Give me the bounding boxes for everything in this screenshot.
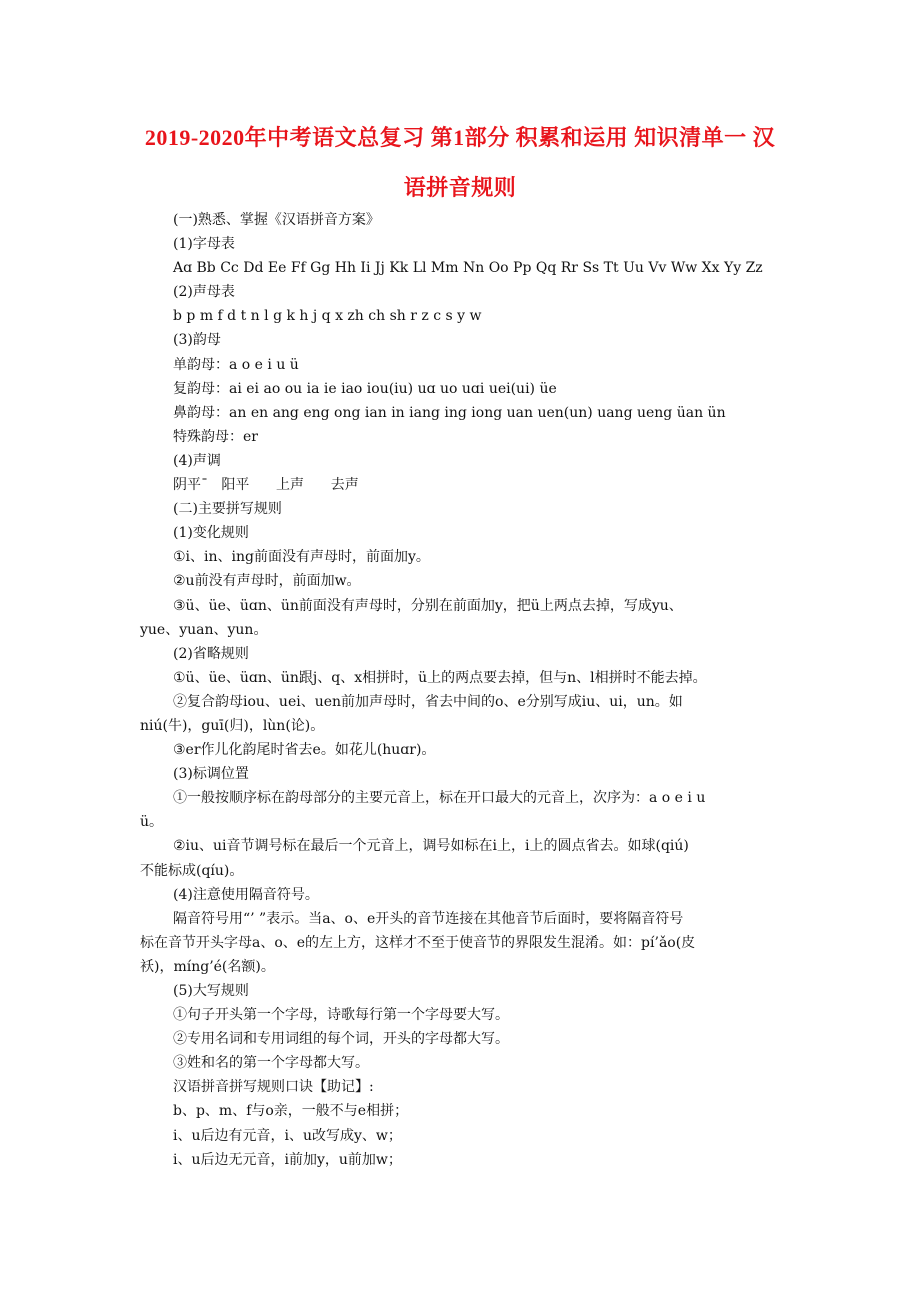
text-line: yue、yuan、yun。: [140, 621, 268, 638]
text-line: ②专用名词和专用词组的每个词，开头的字母都大写。: [173, 1031, 509, 1048]
text-line: ü。: [140, 814, 164, 831]
text-line: 隔音符号用“’ ”表示。当a、o、e开头的音节连接在其他音节后面时，要将隔音符号: [173, 910, 684, 927]
text-line: (2)声母表: [173, 284, 235, 301]
text-line: ③ü、üe、üɑn、ün前面没有声母时，分别在前面加y，把ü上两点去掉，写成yu、: [173, 597, 683, 614]
text-line: 阴平ˉ 阳平 上声 去声: [173, 477, 359, 494]
text-line: (3)韵母: [173, 332, 221, 349]
text-line: (3)标调位置: [173, 766, 249, 783]
text-line: ①一般按顺序标在韵母部分的主要元音上，标在开口最大的元音上，次序为：a o e i u: [173, 790, 706, 807]
text-line: i、u后边无元音，i前加y，u前加w；: [173, 1151, 402, 1168]
text-line: (一)熟悉、掌握《汉语拼音方案》: [173, 212, 380, 228]
text-line: 特殊韵母：er: [173, 428, 258, 445]
text-line: 单韵母：a o e i u ü: [173, 356, 299, 373]
text-line: (二)主要拼写规则: [173, 501, 282, 518]
text-line: (1)变化规则: [173, 525, 249, 542]
text-line: (2)省略规则: [173, 645, 249, 662]
text-line: ③er作儿化韵尾时省去e。如花儿(huɑr)。: [173, 742, 436, 759]
text-line: niú(牛)，guī(归)，lùn(论)。: [140, 717, 325, 734]
text-line: ②u前没有声母时，前面加w。: [173, 573, 361, 590]
text-line: (4)声调: [173, 452, 221, 469]
text-line: ①i、in、ing前面没有声母时，前面加y。: [173, 549, 430, 566]
text-line: (1)字母表: [173, 236, 235, 253]
text-line: ①句子开头第一个字母，诗歌每行第一个字母要大写。: [173, 1007, 509, 1024]
text-line: 不能标成(qíu)。: [140, 862, 244, 879]
text-line: b p m f d t n l g k h j q x zh ch sh r z c s y w: [173, 308, 482, 325]
text-line: b、p、m、f与o亲，一般不与e相拼；: [173, 1103, 409, 1120]
document-title-line-2: 语拼音规则: [403, 175, 517, 200]
text-line: ①ü、üe、üɑn、ün跟j、q、x相拼时，ü上的两点要去掉，但与n、l相拼时不能去掉。: [173, 669, 707, 686]
text-line: ②iu、ui音节调号标在最后一个元音上，调号如标在i上，i上的圆点省去。如球(qiú): [173, 838, 689, 855]
document-title-line-1: 2019-2020年中考语文总复习 第1部分 积累和运用 知识清单一 汉: [144, 125, 776, 150]
text-line: (4)注意使用隔音符号。: [173, 886, 319, 903]
text-line: ③姓和名的第一个字母都大写。: [173, 1055, 369, 1072]
text-line: i、u后边有元音，i、u改写成y、w；: [173, 1127, 402, 1144]
text-line: 袄)，míng’é(名额)。: [140, 958, 275, 975]
text-line: Aɑ Bb Cc Dd Ee Ff Gg Hh Ii Jj Kk Ll Mm Nn Oo Pp Qq Rr Ss Tt Uu Vv Ww Xx Yy Zz: [173, 260, 763, 277]
text-line: 复韵母：ai ei ao ou ia ie iao iou(iu) uɑ uo uɑi uei(ui) üe: [173, 380, 557, 397]
text-line: 汉语拼音拼写规则口诀【助记】:: [173, 1079, 374, 1096]
text-line: ②复合韵母iou、uei、uen前加声母时，省去中间的o、e分别写成iu、ui，un。如: [173, 693, 683, 710]
text-line: 标在音节开头字母a、o、e的左上方，这样才不至于使音节的界限发生混淆。如：pí’ǎo(皮: [140, 934, 696, 951]
text-line: (5)大写规则: [173, 983, 249, 999]
document-body: [140, 208, 800, 1172]
text-line: 鼻韵母：an en ang eng ong ian in iang ing iong uan uen(un) uang ueng üan ün: [173, 404, 726, 421]
